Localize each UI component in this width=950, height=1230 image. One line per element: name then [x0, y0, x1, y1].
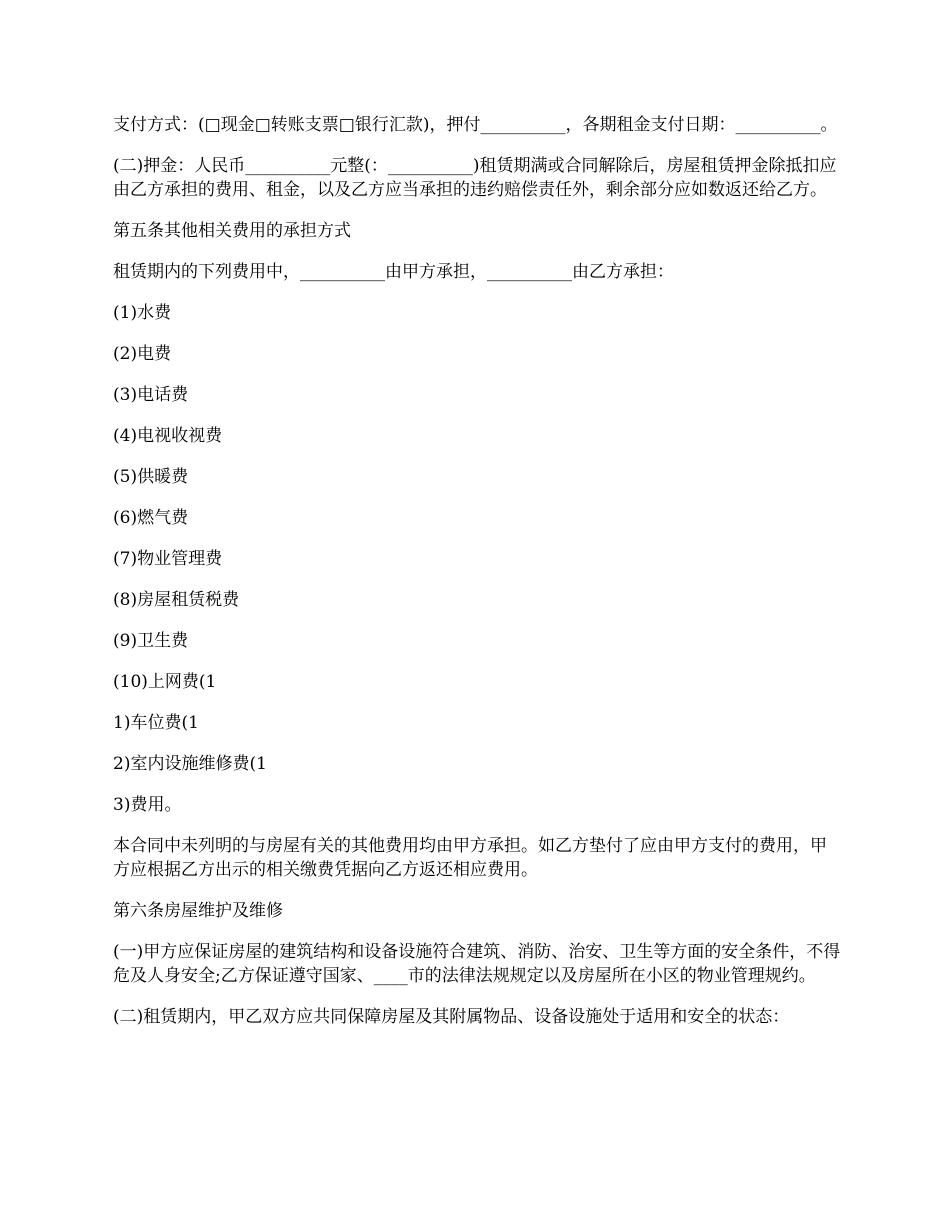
list-item: (9)卫生费	[113, 631, 189, 651]
list-item: (8)房屋租赁税费	[113, 590, 240, 610]
document-body	[113, 113, 841, 1045]
article-5-heading: 第五条其他相关费用的承担方式	[113, 221, 351, 241]
fee-allocation-paragraph: 租赁期内的下列费用中，__________由甲方承担，__________由乙方承担：	[113, 262, 674, 282]
list-item: (7)物业管理费	[113, 549, 223, 569]
list-item: 2)室内设施维修费(1	[113, 754, 267, 774]
list-item: 3)费用。	[113, 795, 182, 815]
list-item: (10)上网费(1	[113, 672, 217, 692]
list-item: (4)电视收视费	[113, 426, 223, 446]
unlisted-fees-paragraph: 本合同中未列明的与房屋有关的其他费用均由甲方承担。如乙方垫付了应由甲方支付的费用，甲方应根据乙方出示的相关缴费凭据向乙方返还相应费用。	[113, 836, 827, 880]
list-item: (3)电话费	[113, 385, 189, 405]
maintenance-paragraph: (二)租赁期内，甲乙双方应共同保障房屋及其附属物品、设备设施处于适用和安全的状态：	[113, 1007, 790, 1027]
list-item: (6)燃气费	[113, 508, 189, 528]
deposit-paragraph: (二)押金：人民币__________元整(：__________)租赁期满或合同解除后，房屋租赁押金除抵扣应由乙方承担的费用、租金，以及乙方应当承担的违约赔偿责任外，剩余部分应如数返还给乙方。	[113, 156, 837, 200]
payment-method-paragraph: 支付方式：(□现金□转账支票□银行汇款)，押付__________，各期租金支付日期：__________。	[113, 115, 838, 135]
list-item: (1)水费	[113, 303, 172, 323]
list-item: 1)车位费(1	[113, 713, 199, 733]
safety-paragraph: (一)甲方应保证房屋的建筑结构和设备设施符合建筑、消防、治安、卫生等方面的安全条件，不得危及人身安全;乙方保证遵守国家、____市的法律法规规定以及房屋所在小区的物业管理规约。	[113, 942, 841, 986]
list-item: (2)电费	[113, 344, 172, 364]
article-6-heading: 第六条房屋维护及维修	[113, 901, 283, 921]
list-item: (5)供暖费	[113, 467, 189, 487]
